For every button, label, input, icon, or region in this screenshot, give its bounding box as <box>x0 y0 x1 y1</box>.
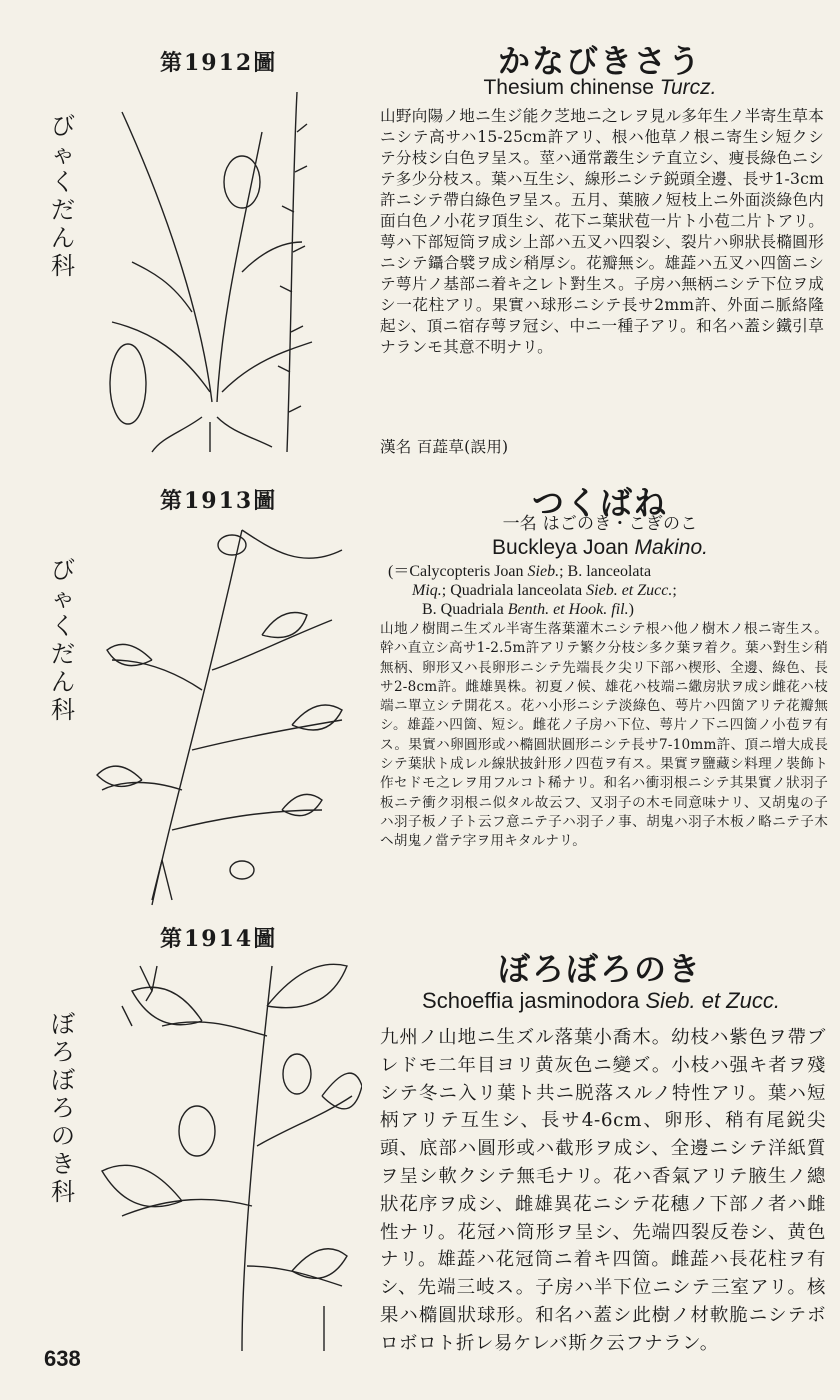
alternate-name-1913: 一名 はごのき・こぎのこ <box>502 514 698 534</box>
synonym-line-3 <box>422 600 832 619</box>
illustration-schoeffia <box>92 946 362 1356</box>
synonym-author: Sieb. et Zucc. <box>586 582 673 599</box>
figure-number-1912: 第1912圖 <box>160 50 278 76</box>
synonym-author: Miq. <box>412 582 442 599</box>
scientific-name-1913 <box>380 536 820 560</box>
description-1914: 九州ノ山地ニ生ズル落葉小喬木。幼枝ハ紫色ヲ帶ブレドモ二年目ヨリ黄灰色ニ變ズ。小枝ハ强キ者ヲ殘シテ冬ニ入リ葉ト共ニ脱落スルノ特性アリ。葉ハ短柄アリテ互生シ、長サ4-6cm、卵形、稍有尾鋭尖頭、底部ハ圓形或ハ截形ヲ成シ、全邊ニシテ洋紙質ヲ呈シ軟クシテ無毛ナリ。花ハ香氣アリテ腋生ノ總狀花序ヲ成シ、雌雄異花ニシテ花穗ノ下部ノ者ハ雌性ナリ。花冠ハ筒形ヲ呈シ、先端四裂反卷シ、黄色ナリ。雄蕋ハ花冠筒ニ着キ四箇。雌蕋ハ長花柱ヲ有シ、先端三岐ス。子房ハ半下位ニシテ三室アリ。核果ハ橢圓狀球形。和名ハ蓋シ此樹ノ材軟脆ニシテボロボロト折レ易ケレバ斯ク云フナラン。 <box>380 1027 826 1354</box>
illustration-thesium <box>92 72 362 462</box>
illustration-buckleya <box>92 510 362 910</box>
synonym-text: ; Quadriala lanceolata <box>441 582 587 599</box>
figure-number-1913: 第1913圖 <box>160 488 278 514</box>
family-label-1912: びゃくだん科 <box>51 112 75 280</box>
genus-species: Buckleya Joan <box>492 536 629 559</box>
genus-species: Thesium chinense <box>483 76 654 99</box>
synonym-line-2 <box>412 581 832 600</box>
synonym-line-1 <box>388 562 828 581</box>
japanese-name-1914: ぼろぼろのき <box>497 950 702 988</box>
page-number: 638 <box>44 1346 81 1371</box>
scientific-name-1912 <box>380 76 820 100</box>
japanese-name-1912: かなびきさう <box>497 42 702 80</box>
genus-species: Schoeffia jasminodora <box>422 988 640 1013</box>
author: Sieb. et Zucc. <box>645 988 780 1013</box>
description-1912: 山野向陽ノ地ニ生ジ能ク芝地ニ之レヲ見ル多年生ノ半寄生草本ニシテ高サハ15-25cm許アリ、根ハ他草ノ根ニ寄生シ短クシテ分枝シ白色ヲ呈ス。莖ハ通常叢生シテ直立シ、痩長綠色ニシテ多少分枝ス。葉ハ互生シ、線形ニシテ鋭頭全邊、長サ1-3cm許ニシテ帶白綠色ヲ呈ス。五月、葉腋ノ短枝上ニ外面淡綠色内面白色ノ小花ヲ頂生シ、花下ニ葉狀苞一片ト小苞二片トアリ。萼ハ下部短筒ヲ成シ上部ハ五叉ハ四裂シ、裂片ハ卵狀長橢圓形ニシテ鑷合襞ヲ成シ稍厚シ。花瓣無シ。雄蕋ハ五叉ハ四箇ニシテ萼片ノ基部ニ着キ之レト對生ス。子房ハ無柄ニシテ下位ヲ成シ一花柱アリ。果實ハ球形ニシテ長サ2mm許、外面ニ脈絡隆起シ、頂ニ宿存萼ヲ冠シ、中ニ一種子アリ。和名ハ蓋シ鐵引草ナランモ其意不明ナリ。 <box>380 107 824 356</box>
synonym-text: ; B. lanceolata <box>559 563 652 580</box>
synonym-author: Sieb. <box>527 563 560 580</box>
author: Turcz. <box>659 76 717 99</box>
author: Makino. <box>634 536 708 559</box>
synonym-text: B. Quadriala <box>422 601 508 618</box>
synonym-text: (＝Calycopteris Joan <box>388 563 528 580</box>
family-label-1913: びゃくだん科 <box>51 556 75 724</box>
figure-number-1914: 第1914圖 <box>160 926 278 952</box>
japanese-name-1913: つくばね <box>531 484 668 522</box>
family-label-1914: ぼろぼろのき科 <box>51 1010 75 1206</box>
description-1913: 山地ノ樹間ニ生ズル半寄生落葉灌木ニシテ根ハ他ノ樹木ノ根ニ寄生ス。幹ハ直立シ高サ1-2.5m許アリテ繁ク分枝シ多ク葉ヲ着ク。葉ハ對生シ稍無柄、卵形又ハ長卵形ニシテ先端長ク尖リ下部ハ楔形、全邊、綠色、長サ2-8cm許。雌雄異株。初夏ノ候、雄花ハ枝端ニ繖房狀ヲ成シ雌花ハ枝端ニ單立シテ開花ス。花ハ小形ニシテ淡綠色、萼片ハ四箇アリテ花瓣無シ。雄蕋ハ四箇、短シ。雌花ノ子房ハ下位、萼片ノ下ニ四箇ノ小苞ヲ有ス。果實ハ卵圓形或ハ橢圓狀圓形ニシテ長サ7-10mm許、頂ニ增大成長シテ葉狀ト成レル線狀披針形ノ四苞ヲ有ス。果實ヲ鹽藏シ料理ノ裝飾ト作セドモ之レヲ用フルコト稀ナリ。和名ハ衝羽根ニシテ其果實ノ狀羽子板ニテ衝ク羽根ニ似タル故云フ、又羽子の木モ同意味ナリ、又胡鬼の子ハ羽子板ノ子ト云フ意ニテ子ハ羽子ノ事、胡鬼ハ羽子木板ノ略ニテ子木ヘ胡鬼ノ當テ字ヲ用キタルナリ。 <box>380 621 828 850</box>
synonym-author: Benth. et Hook. fil. <box>507 601 629 618</box>
scientific-name-1914 <box>376 988 826 1014</box>
synonym-text: ) <box>628 601 634 618</box>
synonym-text: ; <box>672 582 677 599</box>
chinese-name-1912: 漢名 百蕋草(誤用) <box>380 438 509 456</box>
